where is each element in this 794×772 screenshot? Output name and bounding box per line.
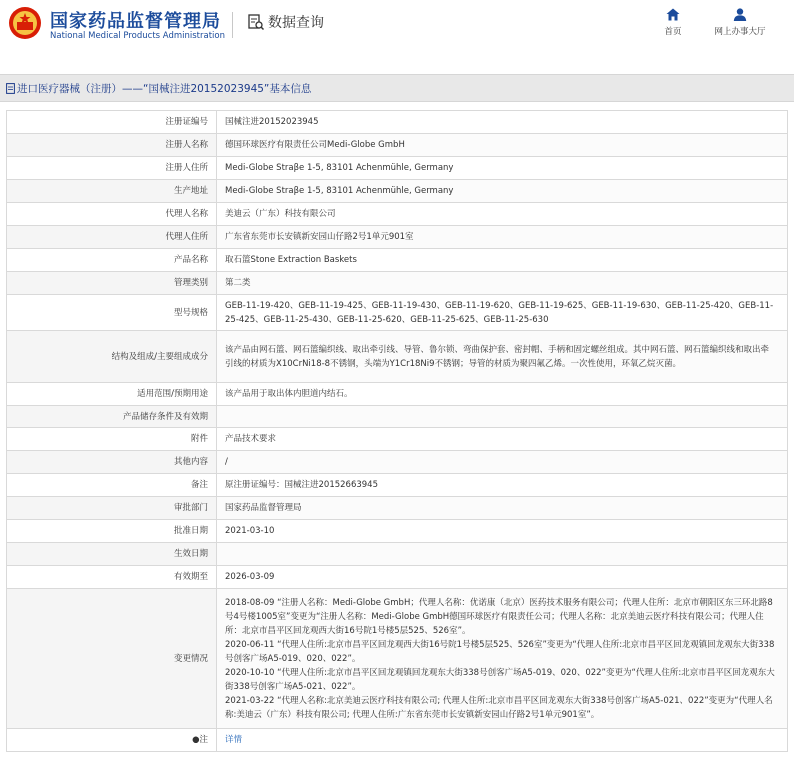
row-value: / xyxy=(217,451,788,474)
row-label: 附件 xyxy=(7,428,217,451)
table-row xyxy=(7,383,788,406)
change-entry: 2021-03-22 “代理人名称:北京美迪云医疗科技有限公司; 代理人住所:北京市昌平区回龙观东大街338号创客广场A5-021、022”变更为“代理人名称:美迪云（广东）科技有限公司; 代理人住所:广东省东莞市长安镇新安园山仔路2号1单元901室”。 xyxy=(225,695,773,720)
row-value: 2021-03-10 xyxy=(217,520,788,543)
table-row xyxy=(7,451,788,474)
row-label: 代理人住所 xyxy=(7,226,217,249)
row-value xyxy=(217,406,788,428)
table-row xyxy=(7,272,788,295)
row-value: 国家药品监督管理局 xyxy=(217,497,788,520)
data-query-link[interactable] xyxy=(247,12,324,32)
search-document-icon xyxy=(247,13,265,31)
changes-value xyxy=(217,589,788,729)
header-divider xyxy=(232,12,233,38)
table-row xyxy=(7,111,788,134)
row-label: 其他内容 xyxy=(7,451,217,474)
nav-home-label: 首页 xyxy=(664,27,682,37)
note-label: ●注 xyxy=(7,729,217,752)
table-row-changes xyxy=(7,589,788,729)
detail-link[interactable]: 详情 xyxy=(225,735,243,745)
page-title-bar xyxy=(0,74,794,102)
row-value: 美迪云（广东）科技有限公司 xyxy=(217,203,788,226)
row-label: 结构及组成/主要组成成分 xyxy=(7,331,217,383)
row-label: 备注 xyxy=(7,474,217,497)
brand-subtitle: National Medical Products Administration xyxy=(50,31,225,41)
brand-title: 国家药品监督管理局 xyxy=(50,11,221,32)
table-row xyxy=(7,566,788,589)
table-row xyxy=(7,497,788,520)
change-entry: 2020-10-10 “代理人住所:北京市昌平区回龙观镇回龙观东大街338号创客广场A5-019、020、022”变更为“代理人住所:北京市昌平区回龙观东大街338号创客广场A5-021、022”。 xyxy=(225,667,775,692)
table-row xyxy=(7,134,788,157)
row-label: 有效期至 xyxy=(7,566,217,589)
row-value: 国械注进20152023945 xyxy=(217,111,788,134)
table-row xyxy=(7,331,788,383)
home-icon xyxy=(666,8,680,21)
table-row xyxy=(7,520,788,543)
row-label: 产品名称 xyxy=(7,249,217,272)
table-row-note xyxy=(7,729,788,752)
document-icon xyxy=(6,83,15,94)
change-entry: 2020-06-11 “代理人住所:北京市昌平区回龙观西大街16号院1号楼5层525、526室”变更为“代理人住所:北京市昌平区回龙观镇回龙观东大街338号创客广场A5-019、020、022”。 xyxy=(225,639,775,664)
row-label: 生效日期 xyxy=(7,543,217,566)
change-entry: 2018-08-09 “注册人名称：Medi-Globe GmbH；代理人名称：优诺康（北京）医药技术服务有限公司；代理人住所：北京市朝阳区东三环北路8号4号楼1005室”变更为“注册人名称：Medi-Globe GmbH德国环球医疗有限责任公司；代理人名称：北京美迪云医疗科技有限公司；代理人住所：北京市昌平区回龙观西大街16号院1号楼5层525、526室”。 xyxy=(225,597,773,636)
nav-online-service-label: 网上办事大厅 xyxy=(714,27,766,37)
row-value: 原注册证编号：国械注进20152663945 xyxy=(217,474,788,497)
row-label: 管理类别 xyxy=(7,272,217,295)
table-row xyxy=(7,180,788,203)
table-row xyxy=(7,406,788,428)
row-value: GEB-11-19-420、GEB-11-19-425、GEB-11-19-430、GEB-11-19-620、GEB-11-19-625、GEB-11-19-630、GEB-11-25-420、GEB-11-25-425、GEB-11-25-430、GEB-11-25-620、GEB-11-25-625、GEB-11-25-630 xyxy=(217,295,788,331)
row-label: 注册证编号 xyxy=(7,111,217,134)
table-row xyxy=(7,295,788,331)
row-label: 代理人名称 xyxy=(7,203,217,226)
row-label: 生产地址 xyxy=(7,180,217,203)
row-label: 适用范围/预期用途 xyxy=(7,383,217,406)
row-label: 产品储存条件及有效期 xyxy=(7,406,217,428)
table-row xyxy=(7,428,788,451)
note-value xyxy=(217,729,788,752)
page-title: 进口医疗器械（注册）——“国械注进20152023945”基本信息 xyxy=(17,82,312,95)
row-label: 审批部门 xyxy=(7,497,217,520)
nav-online-service[interactable] xyxy=(708,8,772,37)
table-row xyxy=(7,543,788,566)
row-label: 批准日期 xyxy=(7,520,217,543)
bullet-icon: ● xyxy=(192,735,200,745)
table-row xyxy=(7,474,788,497)
table-row xyxy=(7,226,788,249)
row-value: 取石篮Stone Extraction Baskets xyxy=(217,249,788,272)
row-value xyxy=(217,543,788,566)
row-value: 德国环球医疗有限责任公司Medi-Globe GmbH xyxy=(217,134,788,157)
row-label: 型号规格 xyxy=(7,295,217,331)
row-value: Medi-Globe Straβe 1-5, 83101 Achenmühle, Germany xyxy=(217,180,788,203)
detail-table xyxy=(6,110,788,752)
national-emblem-icon xyxy=(8,6,42,40)
row-value: 第二类 xyxy=(217,272,788,295)
user-icon xyxy=(733,8,747,21)
row-value: 2026-03-09 xyxy=(217,566,788,589)
row-value: 该产品用于取出体内胆道内结石。 xyxy=(217,383,788,406)
row-value: 该产品由网石篮、网石篮编织线、取出牵引线、导管、鲁尔锁、弯曲保护套、密封帽、手柄和固定螺丝组成。其中网石篮、网石篮编织线和取出牵引线的材质为X10CrNi18-8不锈钢，头端为Y1Cr18Ni9不锈钢；导管的材质为聚四氟乙烯。一次性使用，环氧乙烷灭菌。 xyxy=(217,331,788,383)
table-row xyxy=(7,157,788,180)
row-label: 注册人住所 xyxy=(7,157,217,180)
nav-home[interactable] xyxy=(658,8,688,37)
row-label: 注册人名称 xyxy=(7,134,217,157)
site-header xyxy=(0,0,794,62)
row-value: 产品技术要求 xyxy=(217,428,788,451)
changes-label: 变更情况 xyxy=(7,589,217,729)
data-query-label: 数据查询 xyxy=(268,15,324,31)
row-value: Medi-Globe Straβe 1-5, 83101 Achenmühle, Germany xyxy=(217,157,788,180)
table-row xyxy=(7,203,788,226)
row-value: 广东省东莞市长安镇新安园山仔路2号1单元901室 xyxy=(217,226,788,249)
table-row xyxy=(7,249,788,272)
